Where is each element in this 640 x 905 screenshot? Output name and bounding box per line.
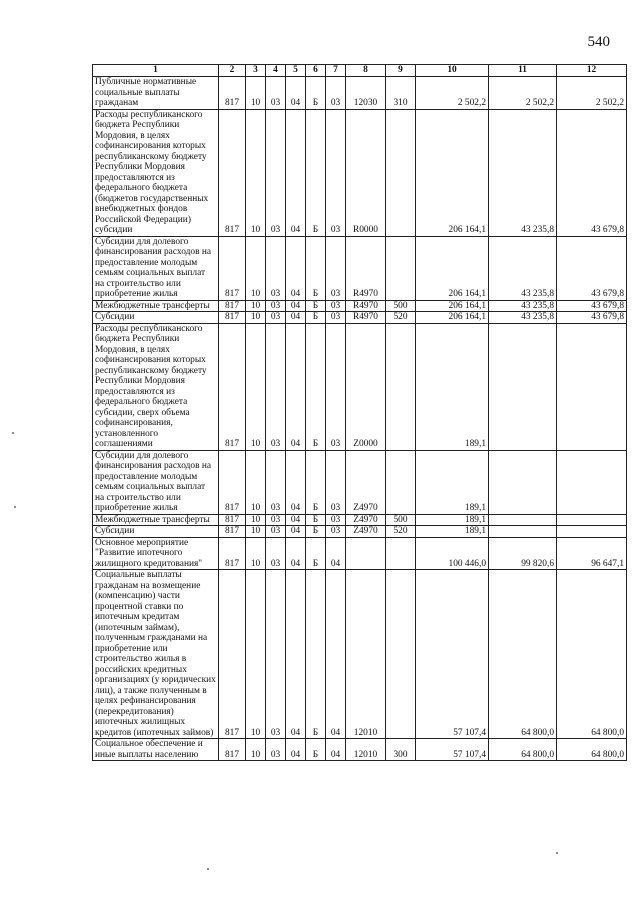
program-cell: 04	[286, 109, 306, 236]
target-code-cell: R4970	[346, 236, 386, 300]
program-cell: 04	[286, 300, 306, 312]
section-cell: 10	[246, 739, 266, 761]
amount-year2-cell: 43 235,8	[489, 312, 557, 324]
program-cell: 04	[286, 236, 306, 300]
amount-year1-cell: 189,1	[416, 526, 489, 538]
subprogram-cell: Б	[306, 312, 326, 324]
section-cell: 10	[246, 300, 266, 312]
table-row	[93, 570, 627, 739]
amount-year3-cell: 2 502,2	[557, 77, 627, 110]
amount-year3-cell: 96 647,1	[557, 537, 627, 570]
column-header: 2	[219, 65, 246, 77]
column-header: 5	[286, 65, 306, 77]
row-name-cell: Субсидии	[93, 526, 219, 538]
column-header: 4	[266, 65, 286, 77]
target-code-cell: Z0000	[346, 323, 386, 450]
expense-type-cell: 520	[386, 312, 416, 324]
row-name-cell: Расходы республиканского бюджета Республики Мордовия, в целях софинансирования которых республиканскому бюджету Республики Мордовия предоставляются из федерального бюджета субсидии, сверх объема софинансирования, установленного соглашениями	[93, 323, 219, 450]
amount-year3-cell: 43 679,8	[557, 236, 627, 300]
subprogram-cell: Б	[306, 77, 326, 110]
section-cell: 10	[246, 514, 266, 526]
activity-cell: 04	[326, 739, 346, 761]
ministry-code-cell: 817	[219, 570, 246, 739]
target-code-cell: Z4970	[346, 450, 386, 514]
amount-year1-cell: 100 446,0	[416, 537, 489, 570]
program-cell: 04	[286, 570, 306, 739]
amount-year1-cell: 189,1	[416, 514, 489, 526]
amount-year2-cell: 43 235,8	[489, 300, 557, 312]
subsection-cell: 03	[266, 300, 286, 312]
amount-year3-cell	[557, 323, 627, 450]
program-cell: 04	[286, 514, 306, 526]
activity-cell: 03	[326, 526, 346, 538]
expense-type-cell	[386, 537, 416, 570]
section-cell: 10	[246, 450, 266, 514]
row-name-cell: Социальные выплаты гражданам на возмещение (компенсацию) части процентной ставки по ипотечным кредитам (ипотечным займам), полученным гражданами на приобретение или строительство жилья в российских кредитных организациях (у юридических лиц), а также полученным в целях рефинансирования (перекредитования) ипотечных жилищных кредитов (ипотечных займов)	[93, 570, 219, 739]
subsection-cell: 03	[266, 236, 286, 300]
row-name-cell: Субсидии для долевого финансирования расходов на предоставление молодым семьям социальных выплат на строительство или приобретение жилья	[93, 450, 219, 514]
amount-year2-cell	[489, 450, 557, 514]
subsection-cell: 03	[266, 77, 286, 110]
target-code-cell: 12010	[346, 739, 386, 761]
amount-year3-cell	[557, 526, 627, 538]
subprogram-cell: Б	[306, 514, 326, 526]
amount-year2-cell: 43 235,8	[489, 109, 557, 236]
subprogram-cell: Б	[306, 450, 326, 514]
program-cell: 04	[286, 77, 306, 110]
expense-type-cell	[386, 323, 416, 450]
amount-year3-cell	[557, 450, 627, 514]
ministry-code-cell: 817	[219, 514, 246, 526]
activity-cell: 03	[326, 236, 346, 300]
row-name-cell: Социальное обеспечение и иные выплаты населению	[93, 739, 219, 761]
budget-table	[92, 64, 627, 761]
activity-cell: 04	[326, 537, 346, 570]
amount-year2-cell	[489, 514, 557, 526]
activity-cell: 03	[326, 450, 346, 514]
column-header: 1	[93, 65, 219, 77]
amount-year1-cell: 189,1	[416, 450, 489, 514]
ministry-code-cell: 817	[219, 312, 246, 324]
target-code-cell: Z4970	[346, 514, 386, 526]
subprogram-cell: Б	[306, 109, 326, 236]
scan-speck	[12, 432, 14, 434]
ministry-code-cell: 817	[219, 739, 246, 761]
activity-cell: 03	[326, 109, 346, 236]
scan-speck	[207, 868, 209, 870]
column-header: 7	[326, 65, 346, 77]
expense-type-cell: 300	[386, 739, 416, 761]
ministry-code-cell: 817	[219, 537, 246, 570]
table-row	[93, 323, 627, 450]
page-number: 540	[587, 34, 610, 50]
section-cell: 10	[246, 323, 266, 450]
column-header: 12	[557, 65, 627, 77]
amount-year1-cell: 57 107,4	[416, 570, 489, 739]
program-cell: 04	[286, 526, 306, 538]
section-cell: 10	[246, 236, 266, 300]
expense-type-cell: 520	[386, 526, 416, 538]
row-name-cell: Субсидии для долевого финансирования расходов на предоставление молодым семьям социальных выплат на строительство или приобретение жилья	[93, 236, 219, 300]
row-name-cell: Субсидии	[93, 312, 219, 324]
target-code-cell: 12010	[346, 570, 386, 739]
section-cell: 10	[246, 526, 266, 538]
activity-cell: 04	[326, 570, 346, 739]
subprogram-cell: Б	[306, 739, 326, 761]
amount-year2-cell: 64 800,0	[489, 570, 557, 739]
section-cell: 10	[246, 312, 266, 324]
amount-year2-cell: 2 502,2	[489, 77, 557, 110]
amount-year3-cell: 64 800,0	[557, 739, 627, 761]
subsection-cell: 03	[266, 312, 286, 324]
subprogram-cell: Б	[306, 537, 326, 570]
amount-year1-cell: 206 164,1	[416, 312, 489, 324]
target-code-cell: 12030	[346, 77, 386, 110]
scan-speck	[14, 506, 16, 508]
row-name-cell: Расходы республиканского бюджета Республики Мордовия, в целях софинансирования которых республиканскому бюджету Республики Мордовия предоставляются из федерального бюджета (бюджетов государственных внебюджетных фондов Российской Федерации) субсидии	[93, 109, 219, 236]
expense-type-cell: 500	[386, 514, 416, 526]
table-row	[93, 236, 627, 300]
activity-cell: 03	[326, 300, 346, 312]
column-header: 6	[306, 65, 326, 77]
amount-year1-cell: 206 164,1	[416, 109, 489, 236]
table-row	[93, 450, 627, 514]
scan-speck	[556, 852, 558, 854]
ministry-code-cell: 817	[219, 236, 246, 300]
subprogram-cell: Б	[306, 300, 326, 312]
program-cell: 04	[286, 537, 306, 570]
table-row	[93, 77, 627, 110]
expense-type-cell: 310	[386, 77, 416, 110]
section-cell: 10	[246, 109, 266, 236]
row-name-cell: Межбюджетные трансферты	[93, 514, 219, 526]
column-header: 10	[416, 65, 489, 77]
column-header: 8	[346, 65, 386, 77]
amount-year2-cell: 64 800,0	[489, 739, 557, 761]
program-cell: 04	[286, 323, 306, 450]
amount-year3-cell	[557, 514, 627, 526]
table-body	[93, 77, 627, 761]
amount-year1-cell: 189,1	[416, 323, 489, 450]
target-code-cell: R0000	[346, 109, 386, 236]
table-row	[93, 109, 627, 236]
target-code-cell: R4970	[346, 300, 386, 312]
subsection-cell: 03	[266, 109, 286, 236]
table-row	[93, 514, 627, 526]
subsection-cell: 03	[266, 514, 286, 526]
table-row	[93, 537, 627, 570]
target-code-cell	[346, 537, 386, 570]
column-header: 9	[386, 65, 416, 77]
section-cell: 10	[246, 570, 266, 739]
subprogram-cell: Б	[306, 323, 326, 450]
expense-type-cell	[386, 236, 416, 300]
activity-cell: 03	[326, 514, 346, 526]
expense-type-cell	[386, 570, 416, 739]
ministry-code-cell: 817	[219, 109, 246, 236]
expense-type-cell	[386, 450, 416, 514]
amount-year3-cell: 43 679,8	[557, 109, 627, 236]
target-code-cell: R4970	[346, 312, 386, 324]
subsection-cell: 03	[266, 323, 286, 450]
row-name-cell: Основное мероприятие "Развитие ипотечного жилищного кредитования"	[93, 537, 219, 570]
subprogram-cell: Б	[306, 526, 326, 538]
column-header: 3	[246, 65, 266, 77]
amount-year2-cell: 43 235,8	[489, 236, 557, 300]
program-cell: 04	[286, 312, 306, 324]
section-cell: 10	[246, 77, 266, 110]
subprogram-cell: Б	[306, 570, 326, 739]
program-cell: 04	[286, 739, 306, 761]
program-cell: 04	[286, 450, 306, 514]
subsection-cell: 03	[266, 537, 286, 570]
subsection-cell: 03	[266, 526, 286, 538]
ministry-code-cell: 817	[219, 450, 246, 514]
activity-cell: 03	[326, 77, 346, 110]
target-code-cell: Z4970	[346, 526, 386, 538]
amount-year2-cell	[489, 526, 557, 538]
ministry-code-cell: 817	[219, 526, 246, 538]
row-name-cell: Публичные нормативные социальные выплаты гражданам	[93, 77, 219, 110]
section-cell: 10	[246, 537, 266, 570]
subsection-cell: 03	[266, 739, 286, 761]
amount-year3-cell: 43 679,8	[557, 300, 627, 312]
subprogram-cell: Б	[306, 236, 326, 300]
amount-year2-cell	[489, 323, 557, 450]
amount-year3-cell: 43 679,8	[557, 312, 627, 324]
table-row	[93, 739, 627, 761]
row-name-cell: Межбюджетные трансферты	[93, 300, 219, 312]
table-header-row	[93, 65, 627, 77]
activity-cell: 03	[326, 312, 346, 324]
ministry-code-cell: 817	[219, 77, 246, 110]
ministry-code-cell: 817	[219, 300, 246, 312]
table-row	[93, 300, 627, 312]
ministry-code-cell: 817	[219, 323, 246, 450]
amount-year1-cell: 206 164,1	[416, 236, 489, 300]
table-row	[93, 312, 627, 324]
amount-year1-cell: 57 107,4	[416, 739, 489, 761]
expense-type-cell	[386, 109, 416, 236]
amount-year1-cell: 2 502,2	[416, 77, 489, 110]
column-header: 11	[489, 65, 557, 77]
expense-type-cell: 500	[386, 300, 416, 312]
table-row	[93, 526, 627, 538]
subsection-cell: 03	[266, 570, 286, 739]
subsection-cell: 03	[266, 450, 286, 514]
activity-cell: 03	[326, 323, 346, 450]
amount-year1-cell: 206 164,1	[416, 300, 489, 312]
amount-year2-cell: 99 820,6	[489, 537, 557, 570]
amount-year3-cell: 64 800,0	[557, 570, 627, 739]
